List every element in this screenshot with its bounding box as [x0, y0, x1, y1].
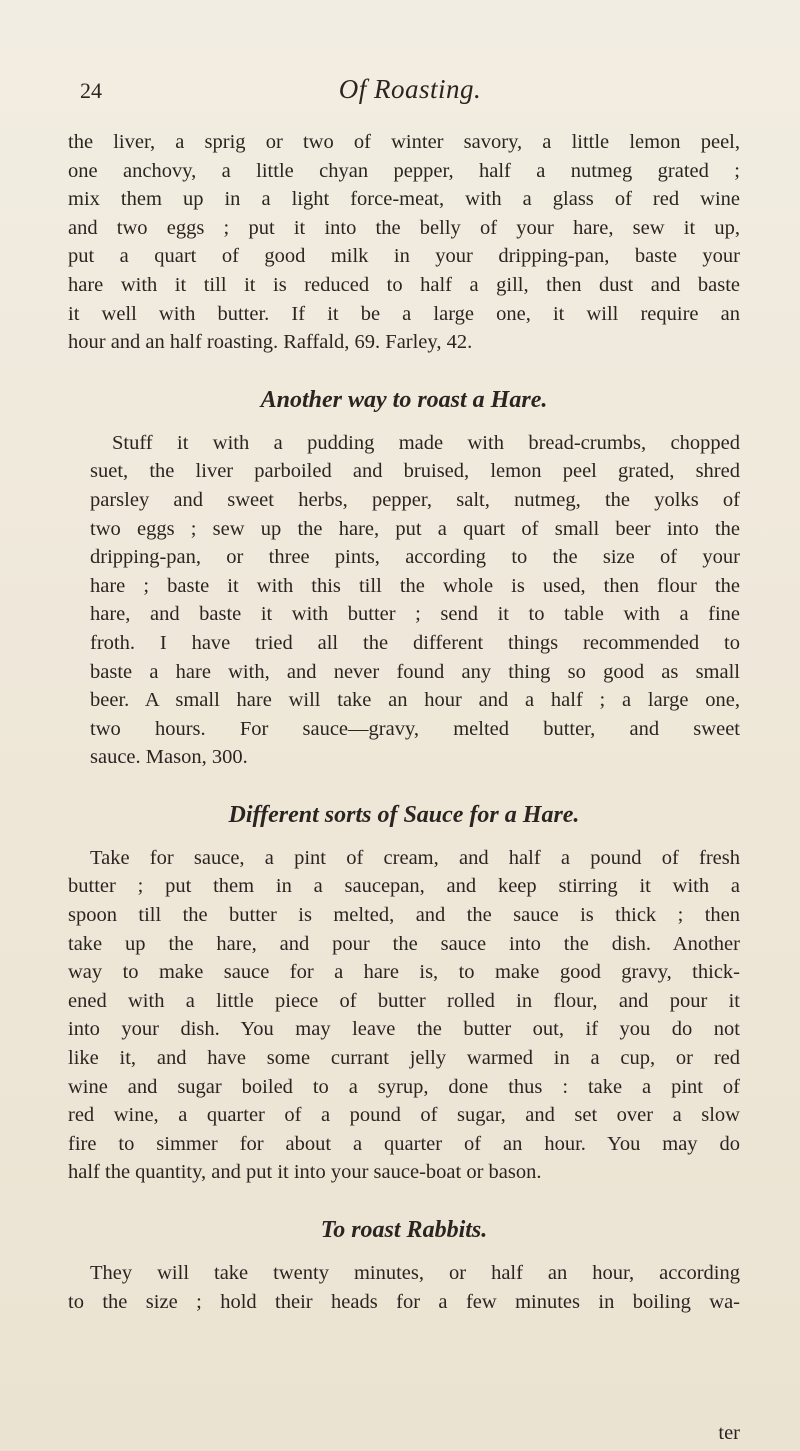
text-line: it well with butter. If it be a large one, it will require an [68, 302, 740, 325]
text-line: suet, the liver parboiled and bruised, lemon peel grated, shred [90, 460, 740, 483]
text-line: Take for sauce, a pint of cream, and half a pound of fresh [90, 846, 740, 869]
text-line: sauce. Mason, 300. [90, 746, 248, 769]
text-line: ened with a little piece of butter rolled in flour, and pour it [68, 989, 740, 1012]
running-title: Of Roasting. [338, 74, 482, 104]
text-line: spoon till the butter is melted, and the sauce is thick ; then [68, 904, 740, 927]
text-line: hare with it till it is reduced to half a gill, then dust and baste [68, 273, 740, 296]
text-line: They will take twenty minutes, or half an hour, according [90, 1262, 740, 1284]
paragraph-hare-continued [68, 128, 740, 357]
text-line: to the size ; hold their heads for a few minutes in boiling wa- [68, 1290, 740, 1313]
page-number: 24 [80, 78, 102, 103]
text-line: into your dish. You may leave the butter out, if you do not [68, 1018, 740, 1041]
paragraph-sauce-for-hare [68, 844, 740, 1187]
text-line: dripping-pan, or three pints, according to the size of your [90, 546, 740, 569]
text-line: beer. A small hare will take an hour and a half ; a large one, [90, 689, 740, 712]
text-line: take up the hare, and pour the sauce into the dish. Another [68, 932, 740, 955]
text-line: parsley and sweet herbs, pepper, salt, nutmeg, the yolks of [90, 488, 740, 511]
text-line: hare, and baste it with butter ; send it to table with a fine [90, 603, 740, 626]
section-heading-sauce-for-hare: Different sorts of Sauce for a Hare. [228, 801, 580, 828]
text-line: put a quart of good milk in your dripping-pan, baste your [68, 245, 740, 268]
text-line: wine and sugar boiled to a syrup, done thus : take a pint of [68, 1075, 740, 1098]
text-line: butter ; put them in a saucepan, and keep stirring it with a [68, 875, 740, 898]
running-head [80, 74, 740, 114]
text-line: way to make sauce for a hare is, to make good gravy, thick- [68, 961, 740, 984]
text-line: two hours. For sauce—gravy, melted butter, and sweet [90, 717, 740, 740]
text-line: hour and an half roasting. Raffald, 69. Farley, 42. [68, 331, 473, 354]
section-heading-roast-rabbits: To roast Rabbits. [320, 1217, 488, 1243]
text-line: mix them up in a light force-meat, with a glass of red wine [68, 188, 740, 211]
text-block [68, 128, 740, 1316]
text-line: baste a hare with, and never found any thing so good as small [90, 660, 740, 683]
text-line: two eggs ; sew up the hare, put a quart of small beer into the [90, 517, 740, 540]
text-line: froth. I have tried all the different things recommended to [90, 631, 740, 654]
text-line: hare ; baste it with this till the whole is used, then flour the [90, 574, 740, 597]
text-line: half the quantity, and put it into your sauce-boat or bason. [68, 1161, 542, 1184]
text-line: red wine, a quarter of a pound of sugar, and set over a slow [68, 1104, 740, 1127]
text-line: the liver, a sprig or two of winter savory, a little lemon peel, [68, 131, 740, 153]
paragraph-another-way [68, 429, 740, 772]
paragraph-roast-rabbits [68, 1259, 740, 1316]
text-line: one anchovy, a little chyan pepper, half a nutmeg grated ; [68, 159, 740, 182]
catchword: ter [718, 1422, 740, 1444]
section-heading-another-way: Another way to roast a Hare. [260, 386, 548, 413]
text-line: like it, and have some currant jelly warmed in a cup, or red [68, 1047, 740, 1070]
text-line: Stuff it with a pudding made with bread-crumbs, chopped [112, 431, 740, 454]
text-line: and two eggs ; put it into the belly of your hare, sew it up, [68, 216, 740, 239]
text-line: fire to simmer for about a quarter of an hour. You may do [68, 1132, 740, 1155]
